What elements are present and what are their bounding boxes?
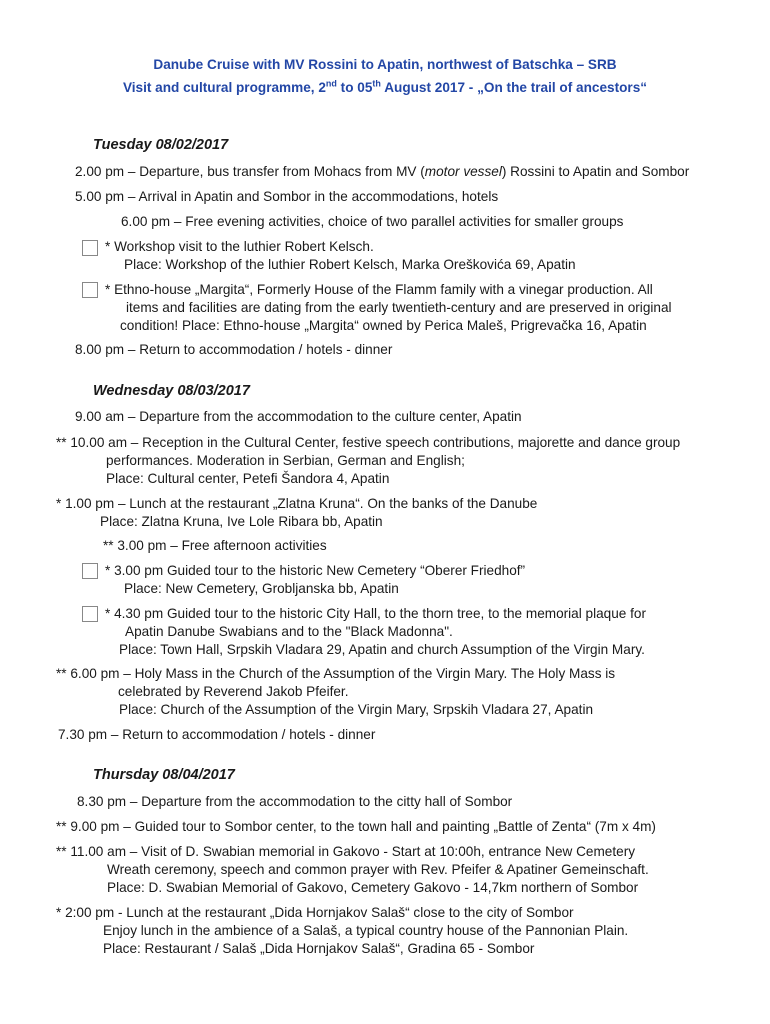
document-subtitle	[0, 79, 770, 96]
schedule-line: Apatin Danube Swabians and to the "Black Madonna".	[125, 624, 453, 639]
option-checkbox[interactable]	[82, 240, 98, 256]
subtitle-part: August 2017 - „On the trail of ancestors“	[380, 80, 648, 95]
schedule-line: * Workshop visit to the luthier Robert Kelsch.	[105, 239, 374, 254]
line-part: ) Rossini to Apatin and Sombor	[501, 164, 690, 179]
schedule-line: 8.00 pm – Return to accommodation / hotels - dinner	[75, 342, 393, 357]
schedule-line: 7.30 pm – Return to accommodation / hotels - dinner	[58, 727, 376, 742]
option-checkbox[interactable]	[82, 563, 98, 579]
schedule-line	[75, 163, 689, 180]
schedule-line: Place: Church of the Assumption of the Virgin Mary, Srpskih Vladara 27, Apatin	[119, 702, 594, 717]
schedule-line: Place: New Cemetery, Grobljanska bb, Apatin	[124, 581, 399, 596]
schedule-line: Enjoy lunch in the ambience of a Salaš, a typical country house of the Pannonian Plain.	[103, 923, 629, 938]
schedule-line: Place: Town Hall, Srpskih Vladara 29, Apatin and church Assumption of the Virgin Mary.	[119, 642, 645, 657]
schedule-line: ** 9.00 pm – Guided tour to Sombor center, to the town hall and painting „Battle of Zenta“ (7m x 4m)	[56, 819, 656, 834]
schedule-line: celebrated by Reverend Jakob Pfeifer.	[118, 684, 349, 699]
subtitle-part: Visit and cultural programme, 2	[122, 80, 326, 95]
schedule-line: Place: Workshop of the luthier Robert Kelsch, Marka Oreškovića 69, Apatin	[124, 257, 576, 272]
schedule-line: 5.00 pm – Arrival in Apatin and Sombor in the accommodations, hotels	[75, 189, 499, 204]
option-checkbox[interactable]	[82, 606, 98, 622]
schedule-line: Place: Restaurant / Salaš „Dida Hornjakov Salaš“, Gradina 65 - Sombor	[103, 941, 535, 956]
line-emphasis: motor vessel	[424, 164, 502, 179]
schedule-line: 8.30 pm – Departure from the accommodation to the citty hall of Sombor	[77, 794, 513, 809]
schedule-line: ** 11.00 am – Visit of D. Swabian memorial in Gakovo - Start at 10:00h, entrance New Cemetery	[56, 844, 636, 859]
subtitle-part: to 05	[336, 80, 373, 95]
schedule-line: ** 10.00 am – Reception in the Cultural Center, festive speech contributions, majorette and dance group	[56, 435, 681, 450]
schedule-line: 9.00 am – Departure from the accommodation to the culture center, Apatin	[75, 409, 522, 424]
schedule-line: ** 3.00 pm – Free afternoon activities	[103, 538, 327, 553]
document-title: Danube Cruise with MV Rossini to Apatin, northwest of Batschka – SRB	[153, 57, 617, 72]
option-checkbox[interactable]	[82, 282, 98, 298]
day-heading-wednesday: Wednesday 08/03/2017	[93, 383, 250, 399]
schedule-line: 6.00 pm – Free evening activities, choice of two parallel activities for smaller groups	[121, 214, 624, 229]
schedule-line: Place: Zlatna Kruna, Ive Lole Ribara bb, Apatin	[100, 514, 383, 529]
day-heading-thursday: Thursday 08/04/2017	[93, 767, 235, 783]
schedule-line: * 3.00 pm Guided tour to the historic New Cemetery “Oberer Friedhof”	[105, 563, 526, 578]
schedule-line: * 1.00 pm – Lunch at the restaurant „Zlatna Kruna“. On the banks of the Danube	[56, 496, 538, 511]
schedule-line: Place: Cultural center, Petefi Šandora 4, Apatin	[106, 471, 390, 486]
schedule-line: Wreath ceremony, speech and common prayer with Rev. Pfeifer & Apatiner Gemeinschaft.	[107, 862, 649, 877]
schedule-line: Place: D. Swabian Memorial of Gakovo, Cemetery Gakovo - 14,7km northern of Sombor	[107, 880, 639, 895]
schedule-line: performances. Moderation in Serbian, German and English;	[106, 453, 465, 468]
subtitle-sup: th	[372, 78, 381, 89]
schedule-line: ** 6.00 pm – Holy Mass in the Church of the Assumption of the Virgin Mary. The Holy Mass is	[56, 666, 616, 681]
schedule-line: condition! Place: Ethno-house „Margita“ owned by Perica Maleš, Prigrevačka 16, Apatin	[120, 318, 647, 333]
line-part: 2.00 pm – Departure, bus transfer from Mohacs from MV (	[75, 164, 425, 179]
day-heading-tuesday: Tuesday 08/02/2017	[93, 137, 229, 153]
schedule-line: * 4.30 pm Guided tour to the historic City Hall, to the thorn tree, to the memorial plaque for	[105, 606, 647, 621]
subtitle-sup: nd	[325, 78, 337, 89]
schedule-line: * Ethno-house „Margita“, Formerly House of the Flamm family with a vinegar production. All	[105, 282, 653, 297]
schedule-line: * 2:00 pm - Lunch at the restaurant „Dida Hornjakov Salaš“ close to the city of Sombor	[56, 905, 574, 920]
schedule-line: items and facilities are dating from the early twentieth-century and are preserved in original	[126, 300, 672, 315]
